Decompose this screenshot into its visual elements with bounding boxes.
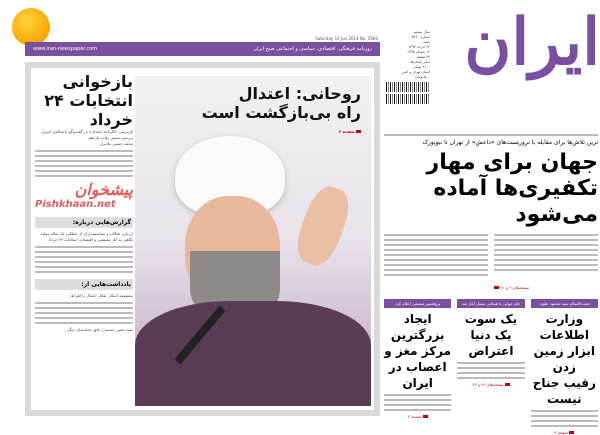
text-lines	[35, 150, 133, 177]
box-kicker: پروفسور سمیعی اعلام کرد	[384, 299, 451, 308]
text-lines	[384, 394, 451, 411]
lead-photo	[135, 76, 371, 406]
info-line: ۲۱۰۰ تومان	[413, 65, 430, 69]
page-ref: صفحه‌های ۲ و ۲۱	[494, 285, 529, 290]
barcode-icon	[386, 94, 430, 104]
text-lines	[457, 362, 524, 379]
main-kicker: ترین تلاش‌ها برای مقابله با تروریست‌های «داعش» از تهران تا نیویورک	[422, 139, 598, 146]
watermark-fa: پیشخوان	[74, 180, 133, 199]
text-lines	[35, 246, 133, 273]
barcode-icon	[386, 82, 430, 92]
lead-headline-line: راه بی‌بازگشت است	[201, 103, 361, 122]
section-item: معصومه ابتکار: تقابل اعتدال با افراط	[70, 293, 133, 298]
main-headline-line: جهان برای مهار	[426, 150, 598, 175]
section-heading: یادداشت‌هایی از:	[35, 279, 133, 290]
info-line: ۱۶ شعبان ۱۴۳۵	[407, 50, 430, 54]
tagline: روزنامه فرهنگی، اقتصادی، سیاسی و اجتماعی صبح ایران	[253, 46, 372, 52]
info-line: شماره ۵۶۶۰	[411, 35, 430, 39]
left-column	[35, 72, 133, 333]
website-link[interactable]: www.iran-newspaper.com	[33, 46, 98, 52]
page-ref: صفحه ۲	[384, 414, 451, 419]
info-line: ۲۴ صفحه	[416, 55, 430, 59]
main-headline-line: تکفیری‌ها آماده می‌شود	[433, 176, 598, 227]
info-line: ۵۰۰ تومان	[414, 75, 430, 79]
text-lines	[531, 410, 598, 427]
story-box[interactable]: پروفسور سمیعی اعلام کرد ایجاد بزرگترین مرکز مغز و اعصاب در ایران صفحه ۲	[384, 301, 452, 419]
box-kicker: حجت‌الاسلام سید محمود علوی:	[531, 299, 598, 308]
intro-line: محمد حسین ملایری	[100, 141, 133, 146]
lead-headline[interactable]	[161, 84, 361, 141]
section-item: سید حسن حسینی: خلق حماسه‌ای دیگر	[67, 327, 133, 332]
main-body	[384, 231, 598, 293]
section-heading: گزارش‌هایی درباره:	[35, 217, 133, 228]
page-ref: صفحه ۳	[531, 430, 598, 435]
story-boxes	[384, 299, 598, 435]
header-bar	[25, 42, 380, 56]
text-lines	[35, 302, 133, 324]
info-line: شنبه	[423, 40, 430, 44]
info-line: سایر استان‌ها	[410, 60, 430, 64]
page-ref: صفحه ۲	[161, 122, 361, 141]
lead-headline-line: روحانی: اعتدال	[238, 84, 361, 103]
masthead-logo: ایران	[464, 5, 600, 80]
lead-panel	[25, 62, 380, 416]
section-item: ارزیابی فعالان و سیاستمداران از عملکرد یک ساله دولت	[40, 231, 133, 236]
robe-shape	[135, 301, 371, 406]
intro-line: بررسی مسیر دولت یازدهم	[88, 135, 133, 140]
intro-line: بازپرسی «کارنامه اعتدال» در گفت‌وگو با صالحی امیری	[41, 129, 133, 134]
divider	[384, 134, 598, 136]
story-box[interactable]: جام جهانی با هیجانی بسیار آغاز شد یک سوت یک دنیا اعتراض صفحه‌های ۲۲ و ۲۳	[457, 299, 524, 435]
issue-info	[385, 30, 430, 104]
main-story-column	[384, 134, 598, 435]
section-item: نگاهی به آثار معیشتی و اقتصادی انتخابات ۲۴ خرداد	[48, 237, 133, 242]
watermark	[35, 181, 133, 211]
info-line: استان تهران و البرز	[401, 70, 430, 74]
story-box[interactable]: حجت‌الاسلام سید محمود علوی: وزارت اطلاعات ابزار زمین زدن رقیب جناح نیست صفحه ۳	[531, 299, 598, 435]
page-ref: صفحه‌های ۲۲ و ۲۳	[457, 382, 524, 387]
dateline: Saturday 14 Jun 2014 No. 5660	[315, 36, 378, 41]
watermark-en: Pishkhaan.net	[35, 199, 116, 210]
sun-logo-icon	[12, 8, 50, 46]
box-kicker: جام جهانی با هیجانی بسیار آغاز شد	[457, 299, 524, 308]
info-line: ۲۴ خرداد ۱۳۹۳	[408, 45, 430, 49]
main-headline[interactable]	[384, 150, 598, 228]
raised-hand-shape	[291, 182, 356, 271]
info-line: سال بیستم	[413, 30, 430, 34]
left-headline[interactable]: بازخوانی انتخابات ۲۴ خرداد	[44, 72, 133, 129]
